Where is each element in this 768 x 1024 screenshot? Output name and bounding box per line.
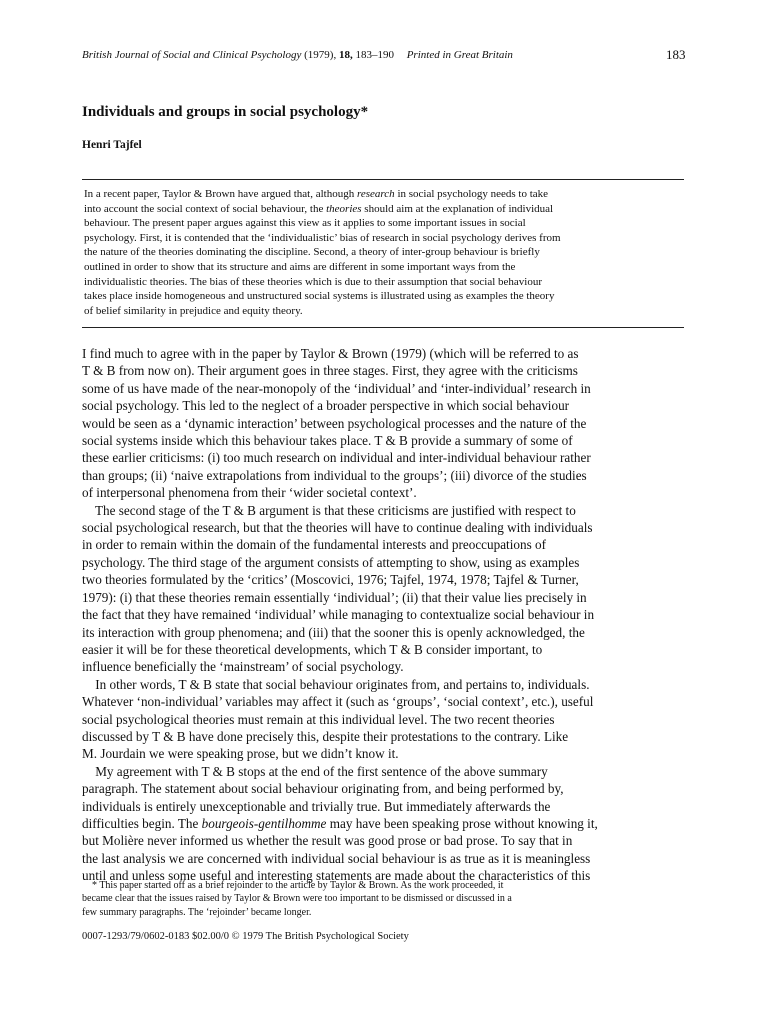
body-line: Whatever ‘non-individual’ variables may affect it (such as ‘groups’, ‘social context’, etc.), useful [82,694,594,710]
footnote [82,879,512,919]
abstract-bottom-rule [82,327,684,328]
abstract-line: of belief similarity in prejudice and equity theory. [84,304,303,317]
abstract-line: individualistic theories. The bias of these theories which is due to their assumption that social behaviour [84,275,543,288]
journal-year: (1979), [304,49,337,61]
body-line: the last analysis we are concerned with individual social behaviour is as true as it is meaningless [82,850,591,866]
body-line: but Molière never informed us whether the result was good prose or bad prose. To say that in [82,833,573,849]
body-line: would be seen as a ‘dynamic interaction’ between psychological processes and the nature of the [82,415,587,431]
body-line: in order to remain within the domain of the fundamental interests and preoccupations of [82,537,546,553]
journal-name: British Journal of Social and Clinical Psychology [82,49,302,61]
abstract-line: takes place inside homogeneous and unstructured social systems is illustrated using as examples the theory [84,290,555,303]
body-line: two theories formulated by the ‘critics’ (Moscovici, 1976; Tajfel, 1974, 1978; Tajfel & Turner, [82,572,579,588]
abstract-line: psychology. First, it is contended that the ‘individualistic’ bias of research in social psychology derives from [84,231,561,244]
body-line: The second stage of the T & B argument is that these criticisms are justified with respect to [82,502,576,518]
body-line: discussed by T & B have done precisely this, despite their protestations to the contrary. Like [82,728,569,744]
body-line: some of us have made of the near-monopoly of the ‘individual’ and ‘inter-individual’ research in [82,380,591,396]
page-number: 183 [666,47,686,62]
body-line: social psychology. This led to the neglect of a broader perspective in which social behaviour [82,398,570,414]
body-line: the fact that they have remained ‘individual’ while managing to contextualize social behaviour in [82,607,595,623]
printed-in: Printed in Great Britain [406,49,513,61]
abstract-line: the nature of the theories dominating the discipline. Second, a theory of inter-group behaviour is briefly [84,246,540,259]
abstract [84,187,561,318]
body-line: paragraph. The statement about social behaviour originating from, and being performed by, [82,781,564,797]
footnote-line: became clear that the issues raised by Taylor & Brown were too important to be dismissed or discussed in a [82,893,512,905]
body-line: I find much to agree with in the paper by Taylor & Brown (1979) (which will be referred to as [82,346,579,361]
running-head [82,49,690,61]
body-line: social psychological research, but that the theories will have to continue dealing with individuals [82,520,593,536]
body-line: psychology. The third stage of the argument consists of attempting to show, using as examples [82,554,580,570]
copyright-line: 0007-1293/79/0602-0183 $02.00/0 © 1979 The British Psychological Society [82,931,409,942]
journal-pages: 183–190 [355,49,394,61]
body-line: social psychological theories must remain at this individual level. The two recent theories [82,711,555,727]
abstract-line: outlined in order to show that its structure and aims are different in some important ways from the [84,260,516,273]
body-line: difficulties begin. The bourgeois-gentilhomme may have been speaking prose without knowing it, [82,815,598,831]
journal-volume: 18, [338,49,353,61]
body-line: T & B from now on). Their argument goes in three stages. First, they agree with the criticisms [82,363,578,379]
footnote-line: few summary paragraphs. The ‘rejoinder’ became longer. [82,906,312,918]
abstract-line: into account the social context of social behaviour, the theories should aim at the explanation of individual [84,202,554,215]
abstract-top-rule [82,179,684,180]
body-line: of interpersonal phenomena from their ‘wider societal context’. [82,485,417,501]
body-line: than groups; (ii) ‘naive extrapolations from individual to the groups’; (iii) divorce of the studies [82,467,587,483]
abstract-line: behaviour. The present paper argues against this view as it applies to some important issues in social [84,217,526,230]
body-line: In other words, T & B state that social behaviour originates from, and pertains to, individuals. [82,676,590,692]
body-line: My agreement with T & B stops at the end of the first sentence of the above summary [82,763,548,779]
body-line: social systems inside which this behaviour takes place. T & B provide a summary of some of [82,433,573,449]
body-line: influence beneficially the ‘mainstream’ of social psychology. [82,659,404,675]
abstract-line: In a recent paper, Taylor & Brown have argued that, although research in social psychology needs to take [84,188,549,200]
article-title: Individuals and groups in social psychology* [82,104,369,120]
body-line: M. Jourdain we were speaking prose, but we didn’t know it. [82,746,399,762]
body-line: easier it will be for these theoretical developments, which T & B consider important, to [82,641,543,657]
body-line: until and unless some useful and interesting statements are made about the characteristics of this [82,868,591,884]
body-line: 1979): (i) that these theories remain essentially ‘individual’; (ii) that their value lies precisely in [82,589,587,605]
footnote-line: * This paper started off as a brief rejoinder to the article by Taylor & Brown. As the work proceeded, it [82,880,504,891]
author-name: Henri Tajfel [82,139,142,151]
body-line: these earlier criticisms: (i) too much research on individual and inter-individual behaviour rather [82,450,591,466]
body-line: its interaction with group phenomena; and (iii) that the sooner this is openly acknowledged, the [82,624,585,640]
body-line: individuals is entirely unexceptionable and trivially true. But immediately afterwards the [82,798,551,814]
body-text [82,345,598,885]
